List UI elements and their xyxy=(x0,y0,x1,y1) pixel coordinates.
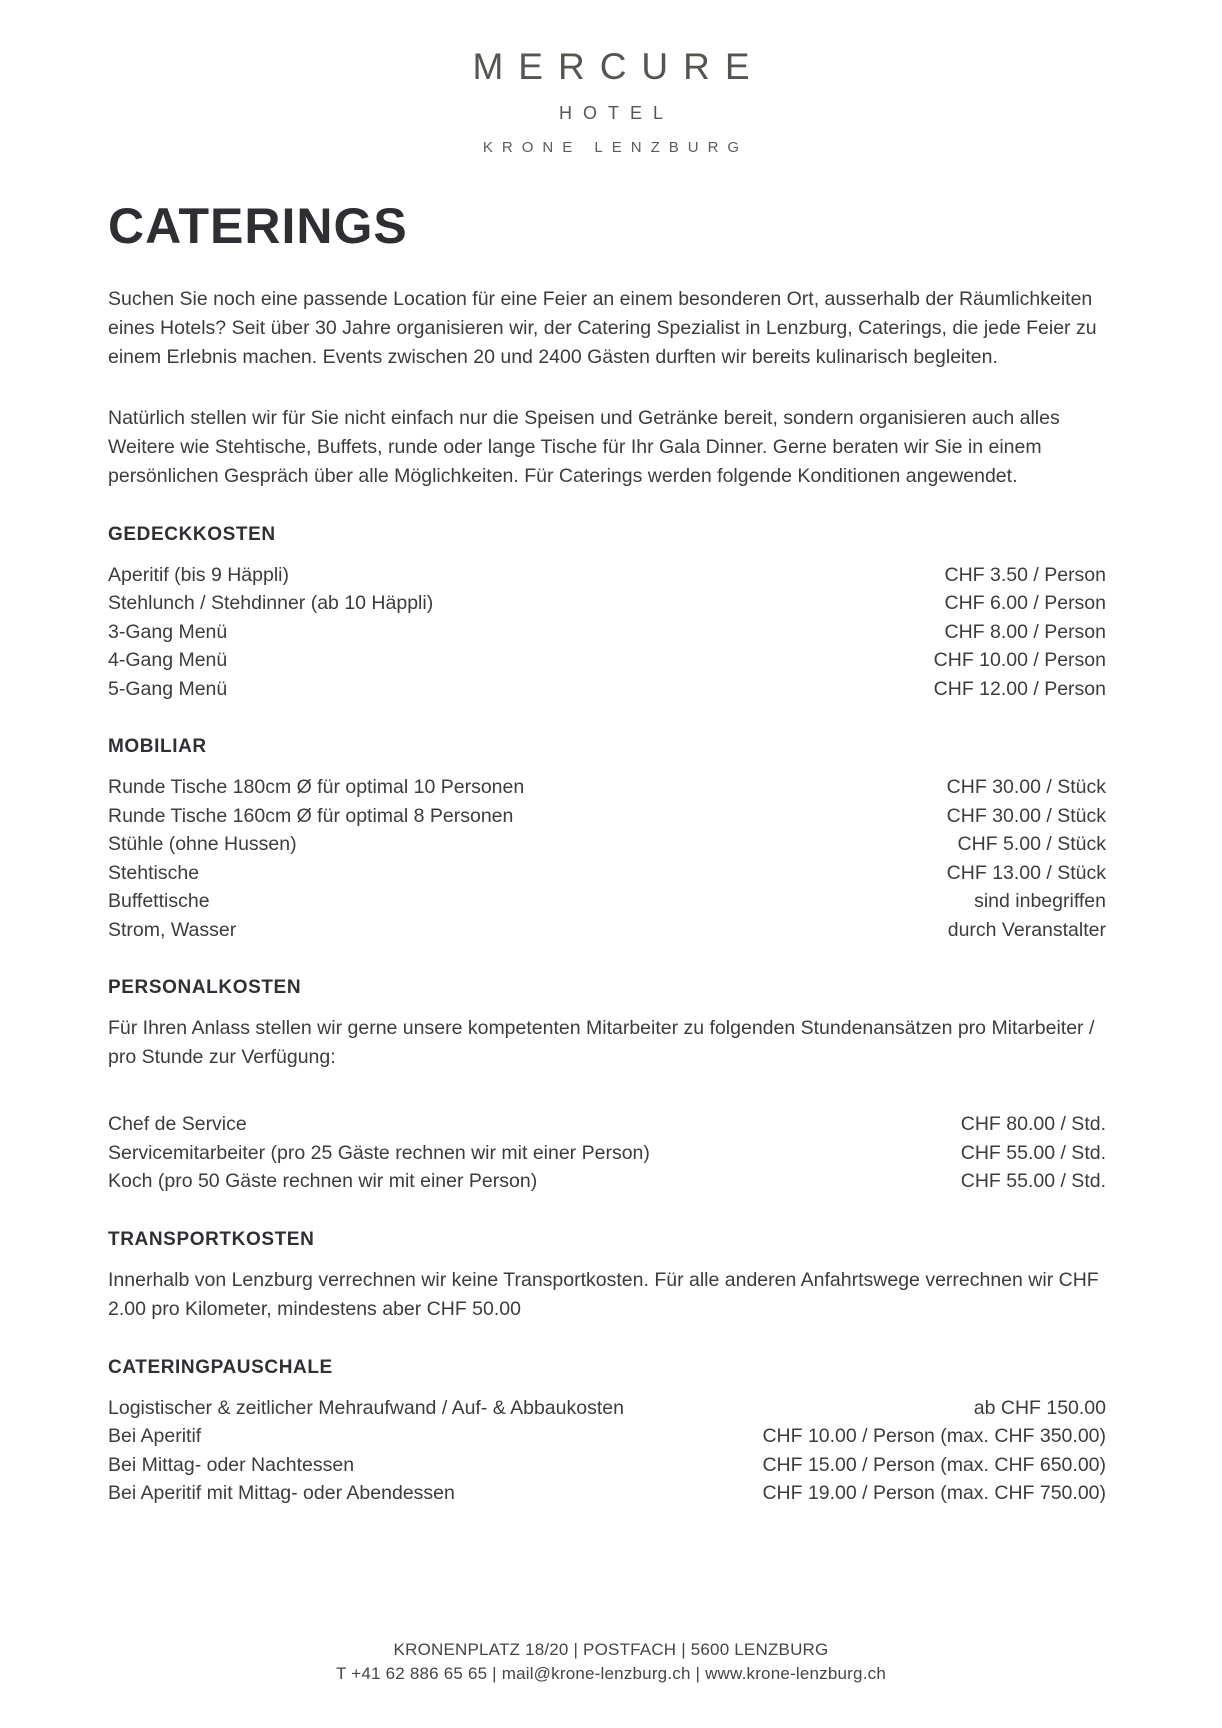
logo-brand-text: MERCURE xyxy=(472,46,765,87)
price-rows xyxy=(108,1394,1106,1508)
price-row-value: CHF 5.00 / Stück xyxy=(957,833,1106,855)
price-row-label: 4-Gang Menü xyxy=(108,649,228,671)
price-row xyxy=(108,618,1106,647)
price-row-label: Logistischer & zeitlicher Mehraufwand / Auf- & Abbaukosten xyxy=(108,1396,624,1419)
price-row-value: CHF 55.00 / Std. xyxy=(960,1141,1106,1164)
price-row-label: Bei Aperitif xyxy=(108,1425,202,1447)
price-row-label: Aperitif (bis 9 Häppli) xyxy=(108,563,289,586)
price-row xyxy=(108,561,1106,590)
price-row-value: CHF 30.00 / Stück xyxy=(946,804,1106,827)
price-row-label: Bei Mittag- oder Nachtessen xyxy=(108,1453,355,1476)
price-row-value: durch Veranstalter xyxy=(947,918,1106,941)
price-row-value: sind inbegriffen xyxy=(974,890,1106,912)
page-footer xyxy=(0,1638,1222,1686)
section-heading: PERSONALKOSTEN xyxy=(108,977,302,998)
price-row xyxy=(108,1139,1106,1168)
hotel-logo xyxy=(0,46,1222,156)
price-rows xyxy=(108,1110,1106,1196)
price-rows xyxy=(108,773,1106,944)
price-row xyxy=(108,1394,1106,1423)
price-row-value: CHF 19.00 / Person (max. CHF 750.00) xyxy=(762,1482,1106,1504)
logo-location-text: KRONE LENZBURG xyxy=(482,139,749,156)
price-row-label: Strom, Wasser xyxy=(108,918,237,941)
price-row-label: Runde Tische 180cm Ø für optimal 10 Personen xyxy=(108,776,525,798)
price-row-value: CHF 55.00 / Std. xyxy=(960,1170,1106,1192)
price-row xyxy=(108,1110,1106,1139)
section-heading: GEDECKKOSTEN xyxy=(108,523,276,545)
price-section xyxy=(108,524,1106,704)
price-row xyxy=(108,830,1106,859)
price-row-value: CHF 6.00 / Person xyxy=(944,592,1106,614)
price-row xyxy=(108,1422,1106,1451)
price-row-label: Stehtische xyxy=(108,861,200,884)
price-section xyxy=(108,736,1106,944)
price-row xyxy=(108,859,1106,888)
price-row xyxy=(108,887,1106,916)
price-row-value: CHF 80.00 / Std. xyxy=(960,1113,1106,1135)
footer-address: KRONENPLATZ 18/20 | POSTFACH | 5600 LENZBURG xyxy=(393,1640,829,1659)
price-row-label: Chef de Service xyxy=(108,1113,247,1135)
price-row-value: CHF 13.00 / Stück xyxy=(946,861,1106,884)
price-row xyxy=(108,916,1106,945)
footer-contact: T +41 62 886 65 65 | mail@krone-lenzburg.ch | www.krone-lenzburg.ch xyxy=(336,1664,886,1683)
price-section xyxy=(108,977,1106,1196)
price-row-value: ab CHF 150.00 xyxy=(973,1396,1106,1419)
section-heading: TRANSPORTKOSTEN xyxy=(108,1228,315,1250)
page-title: CATERINGS xyxy=(108,198,408,254)
price-row xyxy=(108,773,1106,802)
price-row xyxy=(108,1167,1106,1196)
price-row-label: Buffettische xyxy=(108,890,210,912)
price-row-label: Bei Aperitif mit Mittag- oder Abendessen xyxy=(108,1482,455,1504)
price-row-value: CHF 12.00 / Person xyxy=(933,677,1106,700)
price-sections-container xyxy=(108,524,1106,1508)
price-section xyxy=(108,1229,1106,1324)
price-row-label: Stehlunch / Stehdinner (ab 10 Häppli) xyxy=(108,592,434,614)
intro-paragraph-2: Natürlich stellen wir für Sie nicht einfach nur die Speisen und Getränke bereit, sondern organisieren auch alles Weitere wie Stehtische, Buffets, runde oder lange Tische für Ihr Gala Dinner. Gerne beraten wir Sie in einem persönlichen Gespräch über alle Möglichkeiten. Für Caterings werden folgende Konditionen angewendet. xyxy=(108,406,1060,487)
price-row-label: 3-Gang Menü xyxy=(108,620,228,643)
price-row-label: Servicemitarbeiter (pro 25 Gäste rechnen wir mit einer Person) xyxy=(108,1141,650,1164)
price-row-label: Koch (pro 50 Gäste rechnen wir mit einer Person) xyxy=(108,1170,538,1192)
price-row xyxy=(108,802,1106,831)
price-row xyxy=(108,646,1106,675)
price-row xyxy=(108,675,1106,704)
intro-paragraph-1: Suchen Sie noch eine passende Location für eine Feier an einem besonderen Ort, ausserhalb der Räumlichkeiten eines Hotels? Seit über 30 Jahre organisieren wir, der Catering Spezialist in Lenzburg, Caterings, die jede Feier zu einem Erlebnis machen. Events zwischen 20 und 2400 Gästen durften wir bereits kulinarisch begleiten. xyxy=(108,287,1097,368)
price-row xyxy=(108,589,1106,618)
logo-hotel-text: HOTEL xyxy=(558,103,674,123)
document-body xyxy=(0,156,1222,1508)
price-row-value: CHF 3.50 / Person xyxy=(944,563,1106,586)
price-row xyxy=(108,1479,1106,1508)
price-row-label: Stühle (ohne Hussen) xyxy=(108,833,297,855)
price-row-value: CHF 15.00 / Person (max. CHF 650.00) xyxy=(762,1453,1106,1476)
price-row-label: Runde Tische 160cm Ø für optimal 8 Personen xyxy=(108,804,514,827)
price-row xyxy=(108,1451,1106,1480)
price-section xyxy=(108,1357,1106,1508)
price-row-value: CHF 10.00 / Person xyxy=(933,649,1106,671)
section-intro: Für Ihren Anlass stellen wir gerne unsere kompetenten Mitarbeiter zu folgenden Stundenansätzen pro Mitarbeiter / pro Stunde zur Verfügung: xyxy=(108,1017,1095,1068)
price-row-label: 5-Gang Menü xyxy=(108,677,228,700)
price-row-value: CHF 30.00 / Stück xyxy=(946,776,1106,798)
price-rows xyxy=(108,561,1106,704)
section-heading: CATERINGPAUSCHALE xyxy=(108,1356,333,1378)
section-heading: MOBILIAR xyxy=(108,736,207,757)
section-intro: Innerhalb von Lenzburg verrechnen wir keine Transportkosten. Für alle anderen Anfahrtswege verrechnen wir CHF 2.00 pro Kilometer, mindestens aber CHF 50.00 xyxy=(108,1268,1099,1320)
price-row-value: CHF 8.00 / Person xyxy=(944,620,1106,643)
price-row-value: CHF 10.00 / Person (max. CHF 350.00) xyxy=(762,1425,1106,1447)
